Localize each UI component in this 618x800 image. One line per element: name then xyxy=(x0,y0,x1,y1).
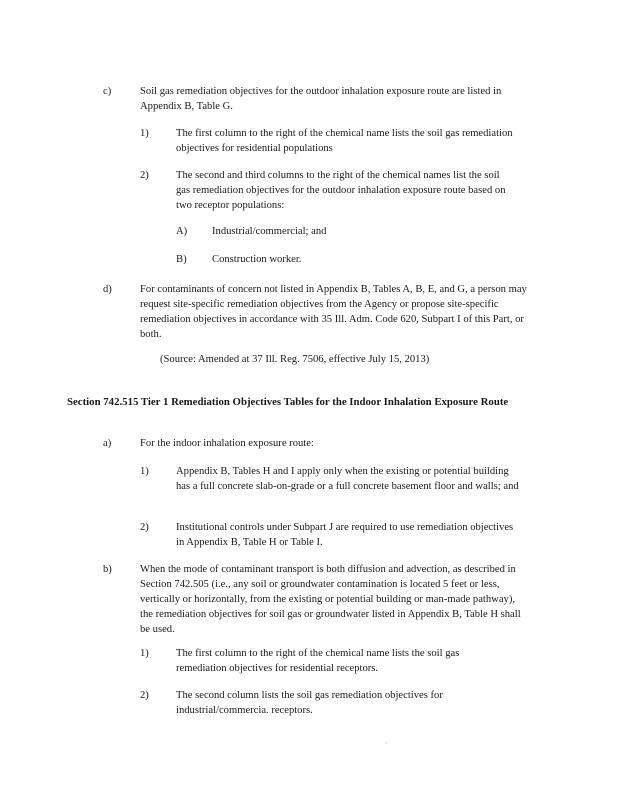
paragraph-a-label: a) xyxy=(103,438,112,449)
paragraph-b-item-2-label: 2) xyxy=(140,690,149,701)
section-heading: Section 742.515 Tier 1 Remediation Objectives Tables for the Indoor Inhalation Exposure Route xyxy=(67,396,509,408)
paragraph-c-item-1-label: 1) xyxy=(140,128,149,139)
paragraph-c-item-2-sub-a-label: A) xyxy=(176,226,188,237)
paragraph-a-item-2-text: Institutional controls under Subpart J are required to use remediation objectives in Appendix B, Table H or Table I. xyxy=(176,522,514,548)
paragraph-d-text: For contaminants of concern not listed in Appendix B, Tables A, B, E, and G, a person may request site-specific remediation objectives from the Agency or propose site-specific remediation objectives in accordance with 35 Ill. Adm. Code 620, Subpart I of this Part, or both. xyxy=(140,284,527,340)
paragraph-b-item-2-text: The second column lists the soil gas remediation objectives for industrial/commercia. receptors. xyxy=(176,690,443,716)
source-note: (Source: Amended at 37 Ill. Reg. 7506, effective July 15, 2013) xyxy=(160,354,430,365)
paragraph-a-text: For the indoor inhalation exposure route: xyxy=(140,438,314,449)
paragraph-b-item-1-label: 1) xyxy=(140,648,149,659)
paragraph-c-text: Soil gas remediation objectives for the outdoor inhalation exposure route are listed in Appendix B, Table G. xyxy=(140,86,502,112)
paragraph-c-label: c) xyxy=(103,86,112,97)
paragraph-a-item-1-label: 1) xyxy=(140,466,149,477)
paragraph-c-item-2-label: 2) xyxy=(140,170,149,181)
paragraph-d-label: d) xyxy=(103,284,112,295)
paragraph-c-item-2-sub-b-label: B) xyxy=(176,254,187,265)
paragraph-b-item-1-text: The first column to the right of the chemical name lists the soil gas remediation objectives for residential receptors. xyxy=(176,648,460,674)
paragraph-c-item-2-sub-b-text: Construction worker. xyxy=(212,254,302,265)
paragraph-c-item-2-text: The second and third columns to the right of the chemical names list the soil gas remediation objectives for the outdoor inhalation exposure route based on two receptor populations: xyxy=(176,170,506,211)
paragraph-c-item-1-text: The first column to the right of the chemical name lists the soil gas remediation objectives for residential populations xyxy=(176,128,513,154)
paragraph-c-item-2-sub-a-text: Industrial/commercial; and xyxy=(212,226,327,237)
paragraph-a-item-2-label: 2) xyxy=(140,522,149,533)
scan-speck: · xyxy=(385,739,388,748)
paragraph-b-text: When the mode of contaminant transport is both diffusion and advection, as described in Section 742.505 (i.e., any soil or groundwater contamination is located 5 feet or less, vertically or horizontally, from the existing or potential building or man-made pathway), the remediation objectives for soil gas or groundwater listed in Appendix B, Table H shall be used. xyxy=(140,564,521,635)
paragraph-b-label: b) xyxy=(103,564,112,575)
paragraph-a-item-1-text: Appendix B, Tables H and I apply only when the existing or potential building has a full concrete slab-on-grade or a full concrete basement floor and walls; and xyxy=(176,466,519,492)
